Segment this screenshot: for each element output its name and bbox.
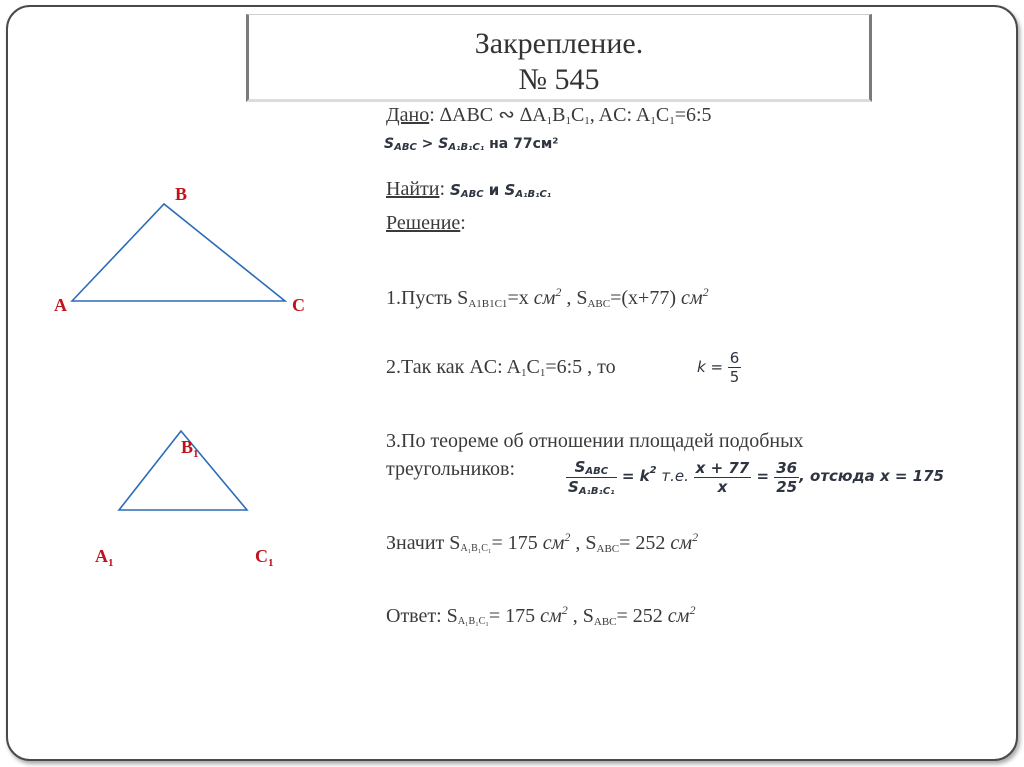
step1-pow2: 2 — [702, 285, 709, 299]
answer-sub2: ABC — [593, 616, 617, 628]
f3-num: 36 — [776, 459, 798, 477]
step2-text: 2.Так как AC: A — [386, 356, 521, 378]
title-line-2: № 545 — [518, 63, 600, 96]
k-num: 6 — [729, 349, 740, 367]
area-s1: S — [384, 136, 395, 152]
find-and: и — [483, 181, 505, 199]
step2-c: C — [526, 356, 540, 378]
ratio-tail: , отсюда x = 175 — [799, 466, 944, 485]
answer-sub1: A₁B₁C₁ — [457, 616, 489, 627]
vertex-b1-sub: 1 — [193, 448, 199, 460]
find-label: Найти — [386, 178, 440, 200]
vertex-c1 — [255, 546, 274, 569]
step1-eq: =x — [507, 287, 534, 309]
find-sub-abc: ABC — [460, 189, 484, 200]
f1-num-sub: ABC — [585, 466, 609, 477]
given-text-a: : ∆ABC ∾ ∆A — [429, 104, 547, 126]
given-sub-5: 1 — [669, 115, 675, 127]
answer-pow2: 2 — [689, 603, 696, 617]
answer-text: Ответ: S — [386, 605, 458, 627]
step1-unit2: см — [681, 287, 703, 309]
answer-unit1: см — [540, 605, 562, 627]
vertex-b: B — [175, 184, 188, 204]
answer-unit2: см — [667, 605, 690, 627]
k-den: 5 — [729, 368, 740, 386]
area-sub-abc: ABC — [394, 142, 417, 153]
f1-num-s: S — [574, 458, 586, 476]
means-sub1: A₁B₁C₁ — [460, 543, 492, 554]
means-unit2: см — [670, 532, 693, 554]
given-label: Дано — [386, 104, 430, 126]
means-mid: , S — [570, 532, 597, 554]
vertex-a: A — [54, 295, 67, 315]
answer-mid: , S — [567, 605, 594, 627]
given-sub-4: 1 — [650, 115, 656, 127]
f1-den-s: S — [568, 478, 579, 496]
area-sub-a1b1c1: A₁B₁C₁ — [448, 142, 485, 153]
step1-eq2: =(x+77) — [610, 287, 681, 309]
given-sub-1: 1 — [546, 115, 553, 127]
step1-unit: см — [533, 287, 556, 309]
given-text-b: B — [552, 104, 566, 126]
means-unit1: см — [542, 532, 565, 554]
area-rest: на 77см² — [484, 136, 559, 152]
ratio-eq: = — [751, 466, 775, 485]
vertex-a1-sub: 1 — [108, 557, 114, 569]
vertex-c: C — [292, 295, 305, 315]
means-text: Значит S — [386, 532, 461, 554]
step2-sub1: 1 — [521, 367, 527, 379]
ratio-k-pow: 2 — [649, 464, 657, 476]
answer-eq1: = 175 — [488, 605, 541, 627]
vertex-b1-letter: B — [181, 437, 194, 457]
find-s1: S — [450, 181, 461, 199]
step1-sub1: A1B1C1 — [468, 298, 508, 310]
step1-mid: , S — [561, 287, 588, 309]
f1-den-sub: A₁B₁C₁ — [578, 486, 615, 497]
means-sub2: ABC — [596, 543, 620, 555]
triangle-abc — [72, 204, 285, 301]
means-eq1: = 175 — [491, 532, 543, 554]
ratio-eq-k: = k — [616, 466, 650, 485]
vertex-a1 — [95, 546, 114, 569]
given-sub-3: 1 — [584, 115, 590, 127]
vertex-c1-letter: C — [255, 546, 268, 566]
step2-rest: =6:5 , то — [545, 356, 616, 378]
ratio-te: т.е. — [656, 466, 694, 485]
step1-text: 1.Пусть S — [386, 287, 469, 309]
given-text-e: C — [655, 104, 670, 126]
step1-pow: 2 — [555, 285, 562, 299]
area-gt: > — [416, 136, 439, 152]
f3-den: 25 — [776, 478, 798, 496]
answer-eq2: = 252 — [616, 605, 668, 627]
solution-label: Решение — [386, 212, 461, 234]
k-label: k = — [697, 358, 728, 376]
area-s2: S — [438, 136, 449, 152]
title-line-1: Закрепление. — [474, 27, 644, 60]
step2-sub2: 1 — [539, 367, 546, 379]
step-3-line1: 3.По теореме об отношении площадей подобных — [386, 430, 804, 452]
find-sub-a1b1c1: A₁B₁C₁ — [515, 189, 552, 200]
find-colon: : — [439, 178, 451, 200]
means-pow1: 2 — [564, 530, 571, 544]
find-s2: S — [504, 181, 516, 199]
given-sub-2: 1 — [565, 115, 571, 127]
vertex-b1 — [181, 437, 199, 460]
means-pow2: 2 — [692, 530, 699, 544]
vertex-c1-sub: 1 — [268, 557, 274, 569]
solution-colon: : — [460, 212, 466, 234]
answer-pow1: 2 — [561, 603, 568, 617]
given-text-d: , AC: A — [589, 104, 651, 126]
means-eq2: = 252 — [619, 532, 671, 554]
given-text-f: =6:5 — [674, 104, 712, 126]
f2-den: x — [717, 478, 728, 496]
vertex-a1-letter: A — [95, 546, 108, 566]
step1-sub2: ABC — [587, 298, 611, 310]
f2-num: x + 77 — [695, 459, 750, 477]
step-3-line2: треугольников: — [386, 458, 516, 480]
given-text-c: C — [570, 104, 585, 126]
